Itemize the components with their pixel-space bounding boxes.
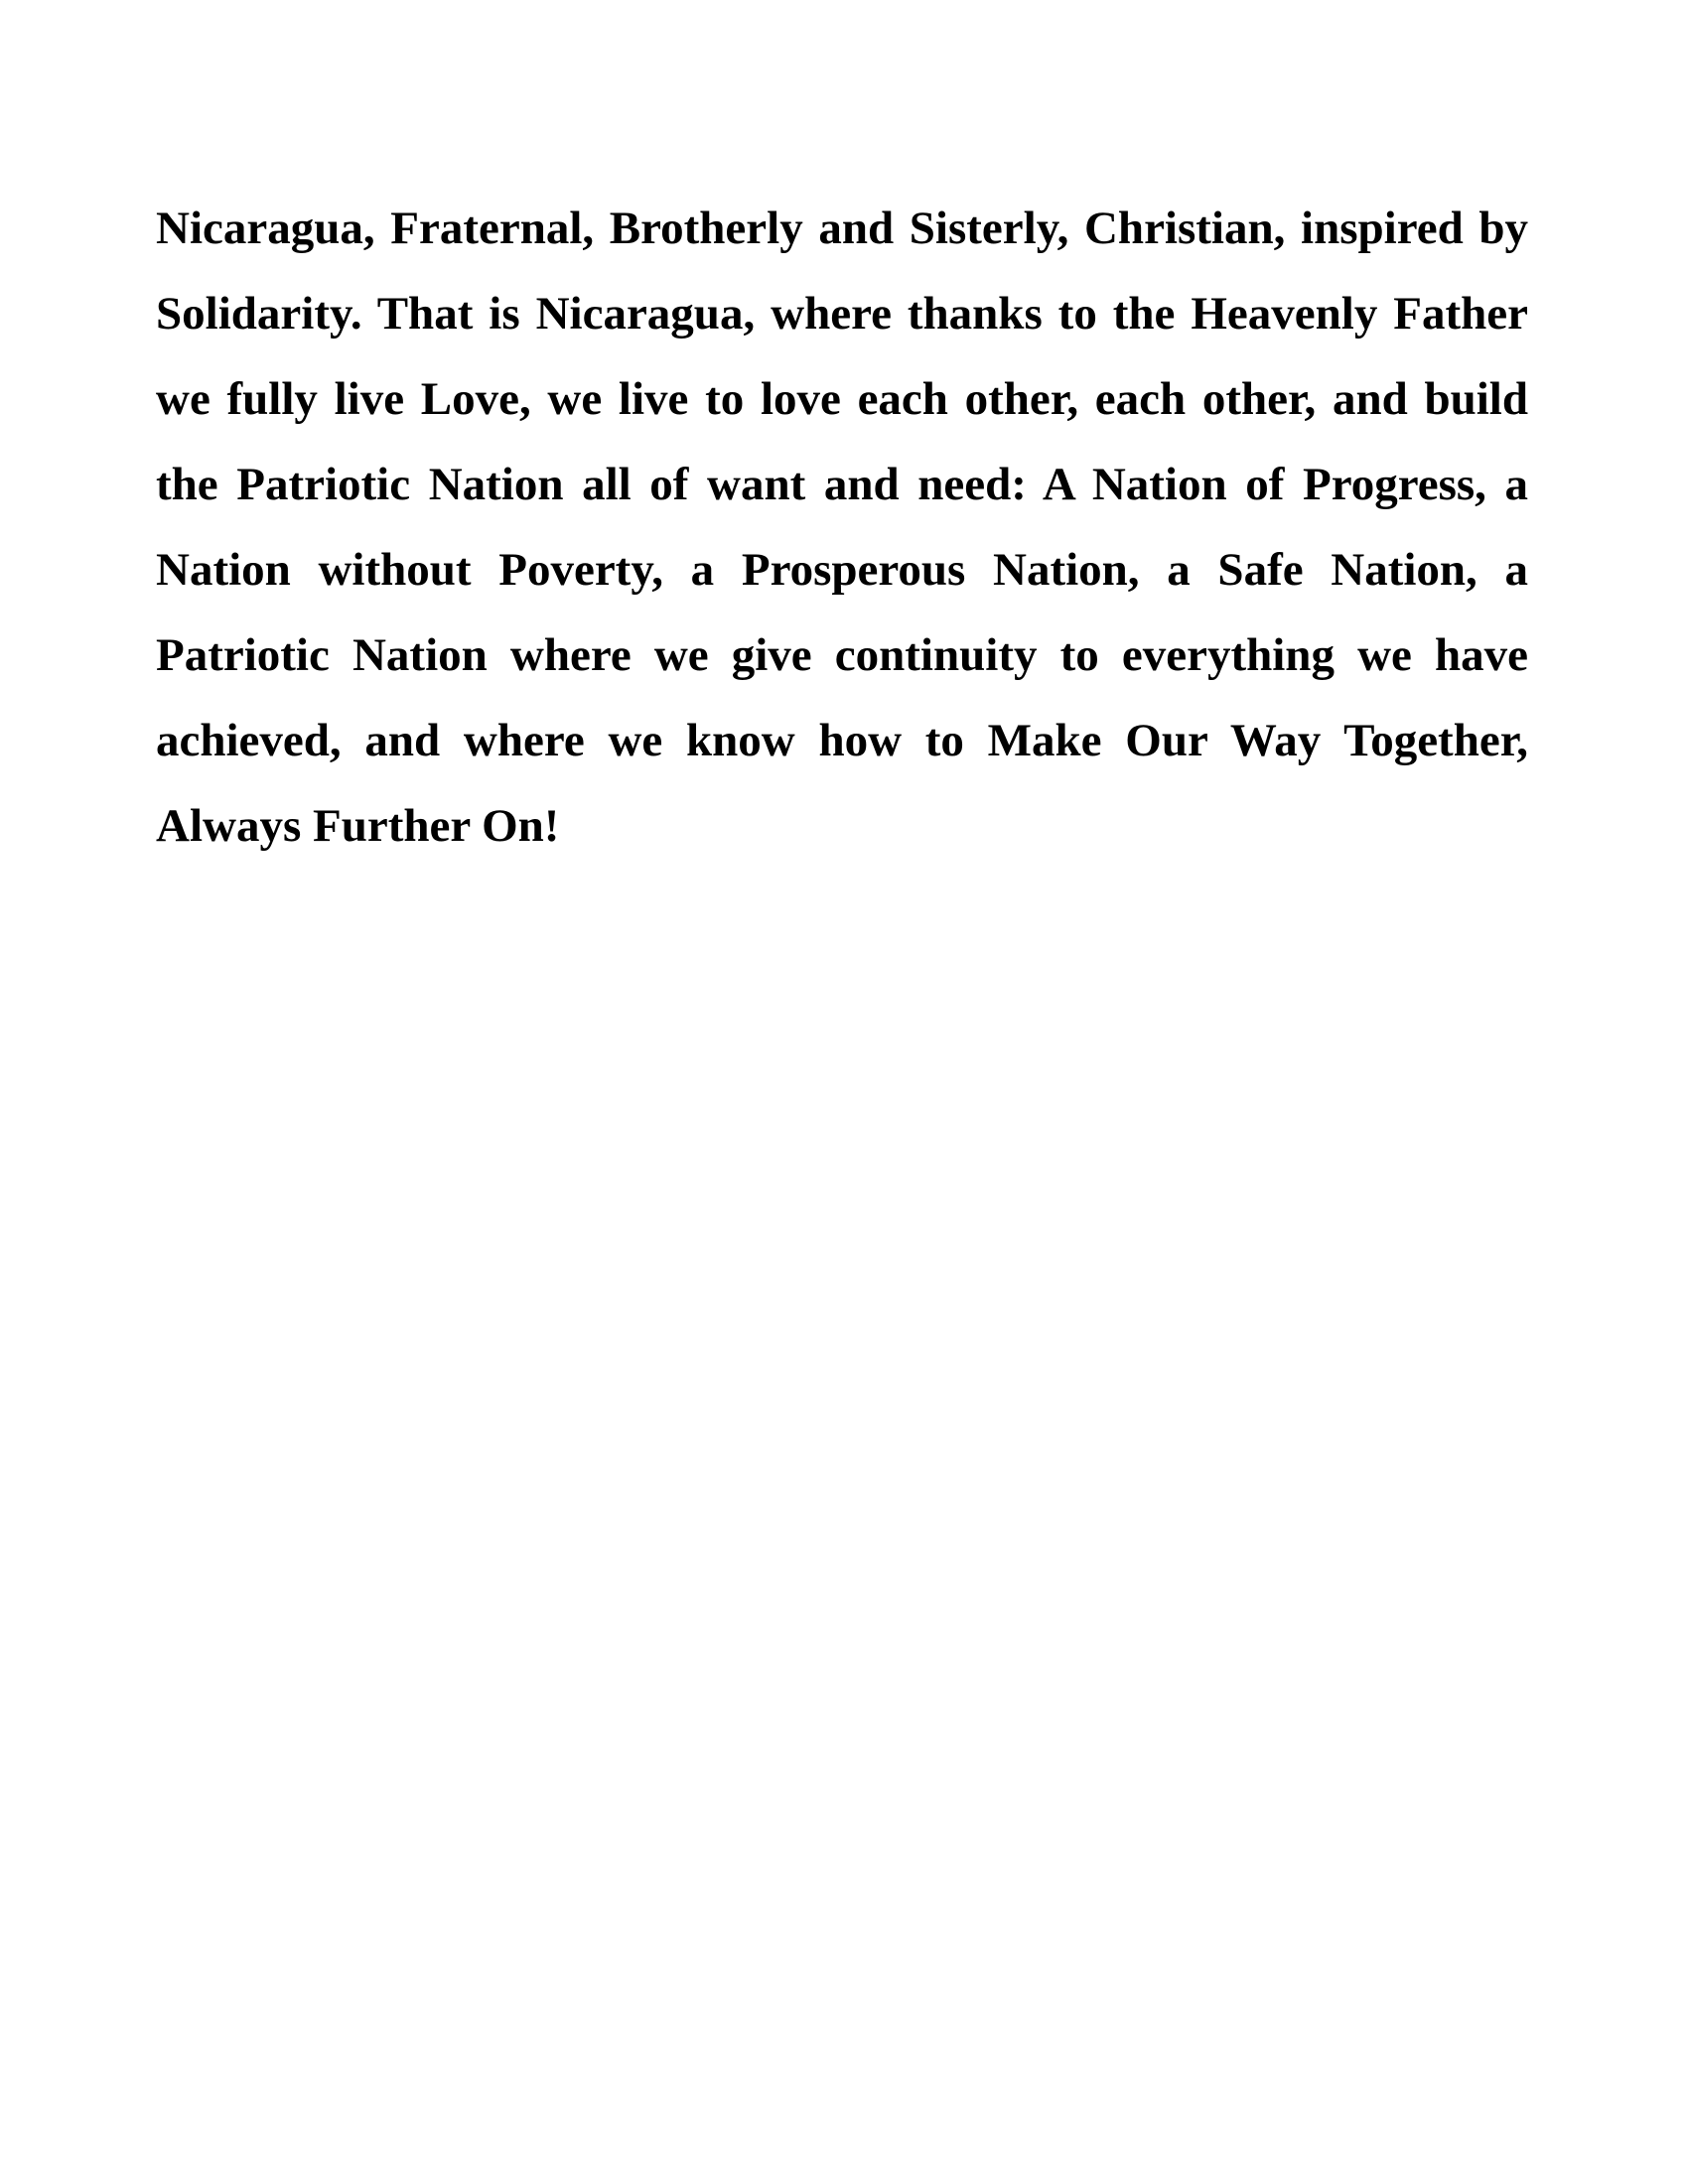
- body-paragraph: Nicaragua, Fraternal, Brotherly and Sisterly, Christian, inspired by Solidarity. That is Nicaragua, where thanks to the Heavenly Father we fully live Love, we live to love each other, each other, and build the Patriotic Nation all of want and need: A Nation of Progress, a Nation without Poverty, a Prosperous Nation, a Safe Nation, a Patriotic Nation where we give continuity to everything we have achieved, and where we know how to Make Our Way Together, Always Further On!: [156, 203, 1528, 852]
